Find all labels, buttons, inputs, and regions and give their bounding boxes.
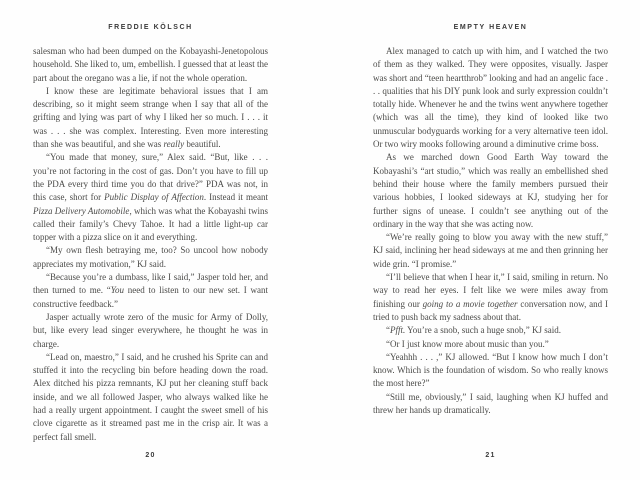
text-segment: Jasper actually wrote zero of the music for Army of Dolly, but, like every lead singer everywhere, he thought he was in charge.: [33, 311, 268, 349]
paragraph: [33, 244, 268, 271]
page-number-right: 21: [485, 452, 496, 459]
paragraph: [373, 324, 608, 337]
paragraph: [33, 271, 268, 311]
italic-text-segment: Pizza Delivery Automobile: [33, 205, 130, 216]
text-segment: “I’ll believe that when I hear it,” I said, smiling in return. No way to read her eyes. I felt like we were miles away from finishing our: [373, 272, 608, 309]
italic-text-segment: Pfft.: [390, 325, 406, 336]
paragraph: [33, 351, 268, 444]
running-head-author: FREDDIE KÖLSCH: [108, 24, 193, 31]
paragraph: [373, 351, 608, 391]
text-segment: beautiful.: [184, 139, 221, 150]
text-segment: , which was what the Kobayashi twins called their family’s Chevy Tahoe. It had a little light-up car topper with a pizza slice on it and everything.: [33, 205, 268, 243]
text-segment: I know these are legitimate behavioral issues that I am describing, so it might seem strange when I say that all of the grifting and lying was part of why I liked her so much. I . . . it was . . . she was complex. Interesting. Even more interesting than she was beautiful, and she was: [33, 85, 268, 150]
text-segment: need to listen to our new set. I want constructive feedback.”: [33, 285, 268, 309]
paragraph: [33, 85, 268, 151]
text-segment: “: [386, 325, 390, 336]
left-text-column: [33, 24, 268, 444]
text-segment: conversation now, and I tried to push back my sadness about that.: [373, 298, 608, 322]
text-segment: . Instead it meant: [203, 192, 269, 203]
right-text-column: [373, 24, 608, 417]
page-number-left: 20: [145, 452, 156, 459]
text-segment: “Because you’re a dumbass, like I said,” Jasper told her, and then turned to me. “: [33, 272, 268, 296]
paragraph: [373, 338, 608, 351]
text-segment: “You made that money, sure,” Alex said. “But, like . . . you’re not factoring in the cost of gas. Don’t you have to fill up the PDA every third time you do that drive?” PDA was not, in this case, short for: [33, 152, 268, 203]
text-segment: “We’re really going to blow you away with the new stuff,” KJ said, inclining her head sideways at me and then grinning her wide grin. “I promise.”: [373, 232, 608, 269]
italic-text-segment: You: [110, 285, 124, 296]
right-page-body: [373, 45, 608, 417]
paragraph: [33, 151, 268, 244]
paragraph: [373, 271, 608, 324]
paragraph: [33, 45, 268, 85]
text-segment: “Lead on, maestro,” I said, and he crushed his Sprite can and stuffed it into the recycling bin before heading down the road. Alex ditched his pizza remnants, KJ put her cleaning stuff back inside, and we all followed Jasper, who always walked like he had a really urgent appointment. I caught the sweet smell of his clove cigarette as it streamed past me in the crisp air. It was a perfect fall smell.: [33, 351, 268, 442]
text-segment: You’re a snob, such a huge snob,” KJ said.: [405, 325, 561, 336]
paragraph: [33, 311, 268, 351]
text-segment: “My own flesh betraying me, too? So uncool how nobody appreciates my motivation,” KJ said.: [33, 245, 268, 269]
paragraph: [373, 391, 608, 418]
text-segment: As we marched down Good Earth Way toward the Kobayashi’s “art studio,” which was really an embellished shed behind their house where the family members pursued their various hobbies, I looked sideways at KJ, studying her for further signs of unease. I couldn’t see anything out of the ordinary in the way that she was acting now.: [373, 152, 608, 229]
italic-text-segment: really: [163, 139, 185, 150]
italic-text-segment: going to a movie together: [422, 298, 518, 309]
right-page: [320, 0, 640, 480]
text-segment: “Still me, obviously,” I said, laughing when KJ huffed and threw her hands up dramatically.: [373, 391, 608, 416]
text-segment: “Yeahhh . . . ,” KJ allowed. “But I know how much I don’t know. Which is the foundation of wisdom. So who really knows the most here?”: [373, 351, 608, 389]
paragraph: [373, 151, 608, 231]
text-segment: salesman who had been dumped on the Kobayashi-Jenetopolous household. She liked to, um, embellish. I guessed that at least the part about the oregano was a lie, if not the whole operation.: [33, 46, 268, 83]
text-segment: Alex managed to catch up with him, and I watched the two of them as they walked. They were opposites, visually. Jasper was short and “teen heartthrob” looking and had an angelic face . . . qualities that his DIY punk look and surly expression couldn’t totally hide. Whenever he and the twins went anywhere together (which was all the time), they kind of looked like two unmuscular bodyguards working for a very alternative teen idol. Or two wiry mooks following around a diminutive crime boss.: [373, 46, 608, 150]
text-segment: “Or I just know more about music than you.”: [386, 338, 549, 349]
italic-text-segment: Public Display of Affection: [104, 192, 204, 203]
running-head-title: EMPTY HEAVEN: [453, 24, 528, 31]
paragraph: [373, 231, 608, 271]
paragraph: [373, 45, 608, 151]
left-page-body: [33, 45, 268, 444]
